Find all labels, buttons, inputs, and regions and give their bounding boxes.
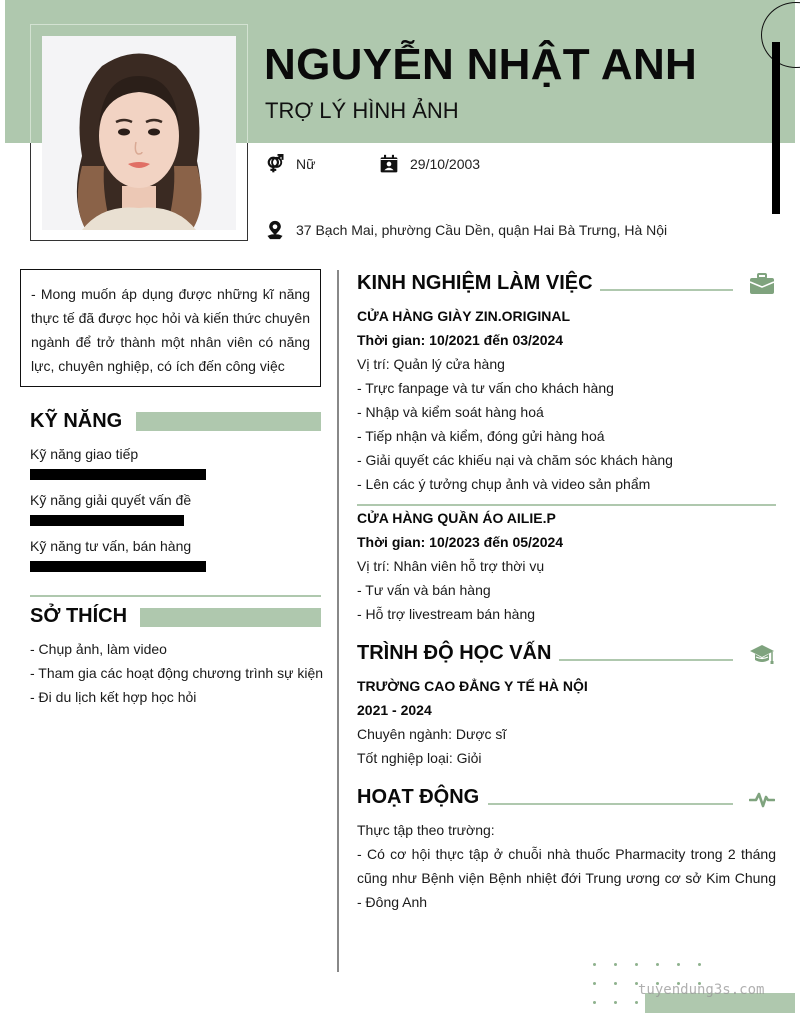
- job-task: - Tiếp nhận và kiểm, đóng gửi hàng hoá: [357, 428, 605, 444]
- address-value: 37 Bạch Mai, phường Cầu Dền, quận Hai Bà Trưng, Hà Nội: [296, 222, 668, 238]
- job-task: - Trực fanpage và tư vấn cho khách hàng: [357, 380, 614, 396]
- job-company: CỬA HÀNG QUẦN ÁO AILIE.P: [357, 510, 556, 526]
- info-address: [265, 220, 667, 240]
- hobbies-title: SỞ THÍCH: [30, 605, 128, 627]
- skill-label: Kỹ năng giao tiếp: [30, 446, 139, 462]
- hobbies-title-bar: [140, 608, 321, 627]
- hobby-item: - Tham gia các hoạt động chương trình sự kiện: [30, 665, 324, 681]
- column-divider: [337, 270, 339, 972]
- job-time: Thời gian: 10/2023 đến 05/2024: [357, 534, 564, 550]
- skill-label: Kỹ năng tư vấn, bán hàng: [30, 538, 192, 554]
- left-divider: [30, 595, 321, 597]
- portrait-illustration: [42, 36, 236, 230]
- experience-title: KINH NGHIỆM LÀM VIỆC: [357, 272, 593, 294]
- graduation-cap-icon: [749, 642, 775, 668]
- info-gender: [265, 154, 315, 174]
- vertical-bar-decoration: [772, 42, 780, 214]
- education-years: 2021 - 2024: [357, 702, 432, 718]
- gender-value: Nữ: [296, 156, 316, 172]
- job-title: TRỢ LÝ HÌNH ẢNH: [265, 98, 459, 123]
- education-title: TRÌNH ĐỘ HỌC VẤN: [357, 642, 552, 664]
- candidate-name: NGUYỄN NHẬT ANH: [264, 40, 698, 89]
- experience-title-line: [600, 289, 733, 291]
- info-birthday: [379, 154, 480, 174]
- job-time: Thời gian: 10/2021 đến 03/2024: [357, 332, 564, 348]
- education-school: TRƯỜNG CAO ĐẲNG Y TẾ HÀ NỘI: [357, 678, 588, 694]
- skill-label: Kỹ năng giải quyết vấn đề: [30, 492, 192, 508]
- map-marker-icon: [265, 220, 285, 240]
- experience-divider: [357, 504, 776, 506]
- job-task: - Hỗ trợ livestream bán hàng: [357, 606, 536, 622]
- birthday-value: 29/10/2003: [410, 156, 481, 172]
- watermark: tuyendung3s.com: [638, 982, 765, 998]
- heartbeat-icon: [749, 786, 775, 812]
- activities-title-line: [488, 803, 733, 805]
- skill-level-bar: [30, 515, 184, 526]
- education-title-line: [559, 659, 733, 661]
- hobby-item: - Chụp ảnh, làm video: [30, 641, 167, 657]
- hobby-item: - Đi du lịch kết hợp học hỏi: [30, 689, 197, 705]
- skill-level-bar: [30, 469, 206, 480]
- job-task: - Tư vấn và bán hàng: [357, 582, 491, 598]
- job-task: - Lên các ý tưởng chụp ảnh và video sản phẩm: [357, 476, 651, 492]
- skills-title-bar: [136, 412, 321, 431]
- job-position: Vị trí: Nhân viên hỗ trợ thời vụ: [357, 558, 545, 574]
- profile-photo: [42, 36, 236, 230]
- education-major: Chuyên ngành: Dược sĩ: [357, 726, 507, 742]
- activities-title: HOẠT ĐỘNG: [357, 786, 480, 808]
- skill-level-bar: [30, 561, 206, 572]
- job-task: - Nhập và kiểm soát hàng hoá: [357, 404, 544, 420]
- education-grade: Tốt nghiệp loại: Giỏi: [357, 750, 482, 766]
- activities-intro: Thực tập theo trường:: [357, 822, 495, 838]
- career-objective: - Mong muốn áp dụng được những kĩ năng thực tế đã được học hỏi và kiến thức chuyên ngành để trở thành một nhân viên có năng lực, chuyên nghiệp, có ích đến công việc: [20, 269, 321, 387]
- calendar-user-icon: [379, 154, 399, 174]
- skills-title: KỸ NĂNG: [30, 410, 123, 432]
- job-task: - Giải quyết các khiếu nại và chăm sóc khách hàng: [357, 452, 673, 468]
- activities-detail: - Có cơ hội thực tập ở chuỗi nhà thuốc Pharmacity trong 2 tháng cũng như Bệnh viện Bệnh nhiệt đới Trung ương cơ sở Kim Chung - Đông Anh: [357, 846, 776, 910]
- job-company: CỬA HÀNG GIÀY ZIN.ORIGINAL: [357, 308, 571, 324]
- job-position: Vị trí: Quản lý cửa hàng: [357, 356, 505, 372]
- briefcase-icon: [749, 271, 775, 297]
- gender-icon: [265, 154, 285, 174]
